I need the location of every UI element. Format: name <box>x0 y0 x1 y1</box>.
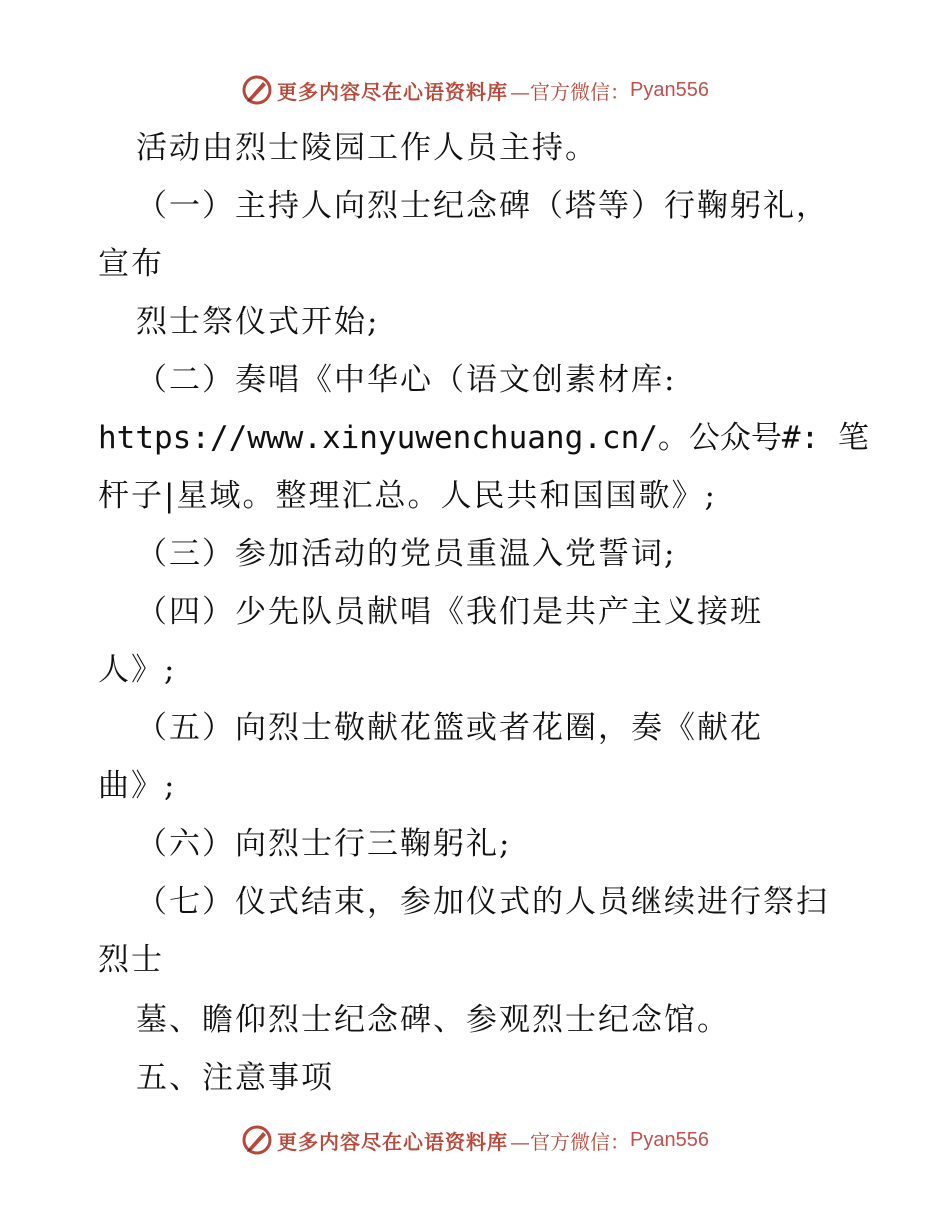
footer-banner-sub: —官方微信： <box>510 1129 631 1154</box>
text-line-17: 五、注意事项 <box>136 1060 334 1096</box>
pen-logo-icon <box>241 1124 273 1156</box>
text-line-12: 曲》; <box>98 768 177 804</box>
text-line-15: 烈士 <box>98 942 164 978</box>
pen-logo-icon <box>241 74 273 106</box>
header-banner <box>0 70 950 110</box>
footer-banner-main: 更多内容尽在心语资料库 <box>277 1129 509 1154</box>
header-banner-sub: —官方微信： <box>510 79 631 104</box>
text-line-9: （四）少先队员献唱《我们是共产主义接班 <box>136 594 763 630</box>
text-line-10: 人》; <box>98 652 177 688</box>
text-line-16: 墓、瞻仰烈士纪念碑、参观烈士纪念馆。 <box>136 1002 730 1038</box>
footer-banner <box>0 1120 950 1160</box>
text-line-5: （二）奏唱《中华心（语文创素材库: <box>136 362 677 398</box>
text-line-14: （七）仪式结束，参加仪式的人员继续进行祭扫 <box>136 884 829 920</box>
text-line-1: 活动由烈士陵园工作人员主持。 <box>136 130 598 166</box>
header-banner-main: 更多内容尽在心语资料库 <box>277 79 509 104</box>
footer-banner-id: Pyan556 <box>630 1128 709 1151</box>
header-banner-id: Pyan556 <box>630 78 709 101</box>
text-line-13: （六）向烈士行三鞠躬礼; <box>136 826 512 862</box>
text-line-6: https://www.xinyuwenchuang.cn/。公众号#: 笔 <box>98 420 869 456</box>
text-line-7: 杆子|星域。整理汇总。人民共和国国歌》; <box>98 478 717 514</box>
text-line-4: 烈士祭仪式开始; <box>136 304 380 340</box>
text-line-2: （一）主持人向烈士纪念碑（塔等）行鞠躬礼， <box>136 188 829 224</box>
text-line-11: （五）向烈士敬献花篮或者花圈，奏《献花 <box>136 710 763 746</box>
text-line-8: （三）参加活动的党员重温入党誓词; <box>136 536 677 572</box>
text-line-3: 宣布 <box>98 246 164 282</box>
